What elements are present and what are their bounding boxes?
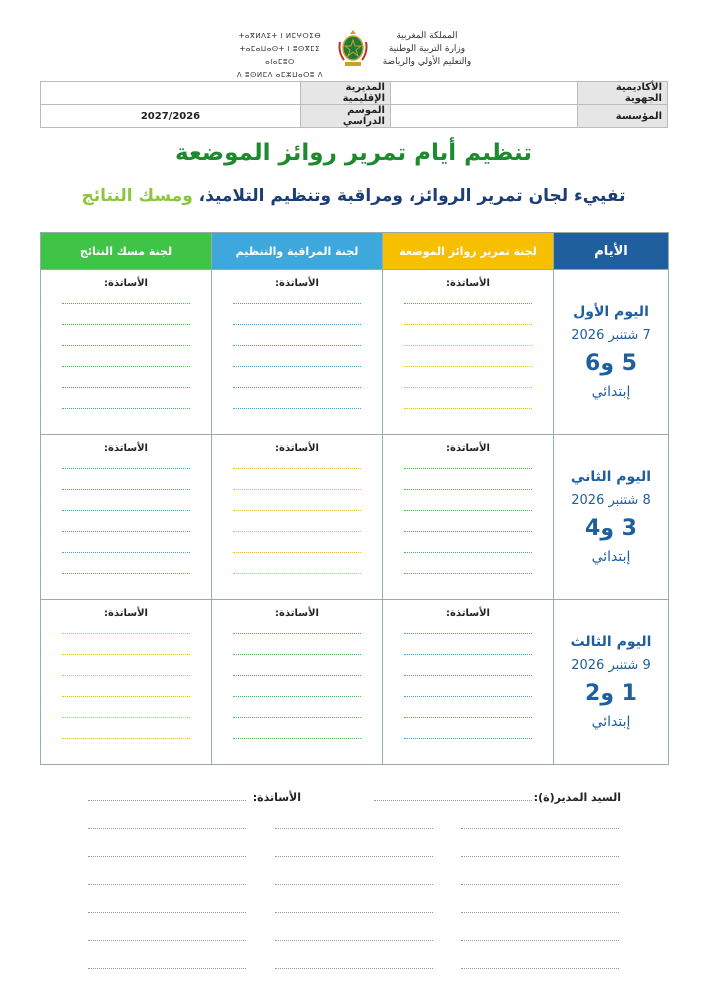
monitoring-cell[interactable]: [212, 435, 383, 600]
signature-line[interactable]: [275, 828, 433, 829]
subtitle-part-2: ومسك النتائج: [81, 186, 193, 206]
day-cell: [554, 600, 669, 765]
page-title: تنظيم أيام تمرير روائز الموضعة: [174, 140, 533, 166]
table-row: [41, 600, 669, 765]
teachers-label: الأساتذة:: [104, 608, 148, 619]
entry-line[interactable]: [233, 696, 361, 697]
signature-line[interactable]: [88, 968, 246, 969]
entry-line[interactable]: [404, 468, 532, 469]
entry-line[interactable]: [404, 738, 532, 739]
header-results-committee: لجنة مسك النتائج: [41, 233, 212, 270]
director-label: السيد المدير(ة):: [533, 791, 621, 804]
entry-line[interactable]: [62, 324, 190, 325]
day-levels: 5 و6: [585, 351, 637, 376]
entry-line[interactable]: [404, 675, 532, 676]
institution-field[interactable]: [391, 105, 578, 128]
entry-line[interactable]: [233, 573, 361, 574]
schedule-table: [40, 232, 669, 765]
signature-line[interactable]: [88, 828, 246, 829]
entry-line[interactable]: [62, 738, 190, 739]
day-type: إبتدائي: [591, 384, 631, 400]
entry-line[interactable]: [62, 408, 190, 409]
teachers-label: الأساتذة:: [446, 443, 490, 454]
teachers-label: الأساتذة:: [104, 443, 148, 454]
signature-line[interactable]: [88, 884, 246, 885]
entry-line[interactable]: [62, 531, 190, 532]
entry-line[interactable]: [233, 738, 361, 739]
info-table: [40, 81, 668, 128]
signature-line[interactable]: [275, 940, 433, 941]
day-name: اليوم الأول: [573, 304, 649, 320]
arabic-line-2: وزارة التربية الوطنية: [388, 44, 466, 54]
day-type: إبتدائي: [591, 549, 631, 565]
entry-line[interactable]: [233, 531, 361, 532]
signature-line[interactable]: [461, 856, 619, 857]
day-cell: [554, 270, 669, 435]
entry-line[interactable]: [404, 345, 532, 346]
signature-line[interactable]: [88, 856, 246, 857]
teachers-label: الأساتذة:: [275, 443, 319, 454]
coat-of-arms-icon: [336, 28, 370, 68]
entry-line[interactable]: [404, 552, 532, 553]
results-cell[interactable]: [41, 270, 212, 435]
day-cell: [554, 435, 669, 600]
arabic-ministry-name: [372, 30, 482, 69]
page-subtitle: [40, 186, 667, 206]
directorate-label: المديرية الإقليمية: [301, 82, 391, 105]
header-passing-committee: لجنة تمرير روائز الموضعة: [383, 233, 554, 270]
entry-line[interactable]: [62, 387, 190, 388]
table-row: [41, 270, 669, 435]
entry-line[interactable]: [233, 468, 361, 469]
entry-line[interactable]: [62, 345, 190, 346]
entry-line[interactable]: [404, 387, 532, 388]
signature-line[interactable]: [461, 912, 619, 913]
teachers-signature-line[interactable]: [88, 800, 246, 801]
entry-line[interactable]: [404, 366, 532, 367]
entry-line[interactable]: [233, 552, 361, 553]
season-label: الموسم الدراسي: [301, 105, 391, 128]
signature-line[interactable]: [275, 856, 433, 857]
table-row: [41, 435, 669, 600]
entry-line[interactable]: [233, 654, 361, 655]
entry-line[interactable]: [62, 654, 190, 655]
day-name: اليوم الثاني: [570, 469, 652, 485]
teachers-label: الأساتذة:: [446, 608, 490, 619]
letterhead: [0, 28, 707, 79]
entry-line[interactable]: [62, 489, 190, 490]
entry-line[interactable]: [404, 489, 532, 490]
entry-line[interactable]: [233, 489, 361, 490]
tifinagh-line-1: ⵜⴰⴳⵍⴷⵉⵜ ⵏ ⵍⵎⵖⵔⵉⴱ: [238, 32, 322, 40]
day-levels: 1 و2: [585, 681, 637, 706]
entry-line[interactable]: [233, 633, 361, 634]
day-type: إبتدائي: [591, 714, 631, 730]
entry-line[interactable]: [62, 696, 190, 697]
entry-line[interactable]: [404, 408, 532, 409]
footer-teachers-label: الأساتذة:: [252, 791, 301, 804]
entry-line[interactable]: [233, 303, 361, 304]
monitoring-cell[interactable]: [212, 270, 383, 435]
entry-line[interactable]: [404, 510, 532, 511]
subtitle-part-1: تفييء لجان تمرير الروائز، ومراقبة وتنظيم التلاميذ،: [192, 186, 626, 206]
arabic-line-1: المملكة المغربية: [396, 31, 458, 41]
day-date: 9 شتنبر 2026: [571, 658, 651, 673]
entry-line[interactable]: [62, 573, 190, 574]
passing-cell[interactable]: [383, 435, 554, 600]
signature-line[interactable]: [461, 968, 619, 969]
teachers-label: الأساتذة:: [104, 278, 148, 289]
entry-line[interactable]: [233, 408, 361, 409]
entry-line[interactable]: [404, 717, 532, 718]
arabic-line-3: والتعليم الأولي والرياضة: [382, 57, 472, 67]
entry-line[interactable]: [62, 366, 190, 367]
entry-line[interactable]: [62, 468, 190, 469]
academy-label: الأكاديمية الجهوية: [578, 82, 668, 105]
entry-line[interactable]: [233, 510, 361, 511]
entry-line[interactable]: [233, 717, 361, 718]
results-cell[interactable]: [41, 435, 212, 600]
signature-line[interactable]: [461, 828, 619, 829]
day-date: 7 شتنبر 2026: [571, 328, 651, 343]
entry-line[interactable]: [404, 303, 532, 304]
entry-line[interactable]: [233, 387, 361, 388]
entry-line[interactable]: [62, 633, 190, 634]
signature-line[interactable]: [275, 912, 433, 913]
signature-line[interactable]: [88, 912, 246, 913]
institution-label: المؤسسة: [578, 105, 668, 128]
tifinagh-line-2: ⵜⴰⵎⴰⵡⴰⵙⵜ ⵏ ⵓⵙⴳⵎⵉ ⴰⵏⴰⵎⵓⵔ: [239, 45, 321, 66]
signature-line[interactable]: [275, 884, 433, 885]
entry-line[interactable]: [233, 675, 361, 676]
entry-line[interactable]: [404, 531, 532, 532]
passing-cell[interactable]: [383, 270, 554, 435]
entry-line[interactable]: [62, 717, 190, 718]
entry-line[interactable]: [62, 303, 190, 304]
entry-line[interactable]: [233, 324, 361, 325]
season-value: 2027/2026: [41, 105, 301, 128]
teachers-label: الأساتذة:: [275, 608, 319, 619]
entry-line[interactable]: [404, 696, 532, 697]
results-cell[interactable]: [41, 600, 212, 765]
entry-line[interactable]: [233, 345, 361, 346]
entry-line[interactable]: [233, 366, 361, 367]
teachers-label: الأساتذة:: [446, 278, 490, 289]
day-name: اليوم الثالث: [570, 634, 652, 650]
director-signature-line[interactable]: [374, 800, 532, 801]
entry-line[interactable]: [404, 654, 532, 655]
entry-line[interactable]: [404, 573, 532, 574]
academy-field[interactable]: [391, 82, 578, 105]
signature-line[interactable]: [275, 968, 433, 969]
entry-line[interactable]: [62, 552, 190, 553]
tifinagh-line-3: ⴷ ⵓⵙⵍⵎⴷ ⴰⵎⵣⵡⴰⵔⵓ ⴷ: [236, 71, 324, 79]
signature-line[interactable]: [461, 940, 619, 941]
header-monitoring-committee: لجنة المراقبة والتنظيم: [212, 233, 383, 270]
monitoring-cell[interactable]: [212, 600, 383, 765]
entry-line[interactable]: [404, 633, 532, 634]
day-levels: 3 و4: [585, 516, 637, 541]
passing-cell[interactable]: [383, 600, 554, 765]
signature-line[interactable]: [88, 940, 246, 941]
directorate-field[interactable]: [41, 82, 301, 105]
entry-line[interactable]: [62, 510, 190, 511]
day-date: 8 شتنبر 2026: [571, 493, 651, 508]
entry-line[interactable]: [404, 324, 532, 325]
teachers-label: الأساتذة:: [275, 278, 319, 289]
signature-line[interactable]: [461, 884, 619, 885]
entry-line[interactable]: [62, 675, 190, 676]
header-days: الأيام: [554, 233, 669, 270]
